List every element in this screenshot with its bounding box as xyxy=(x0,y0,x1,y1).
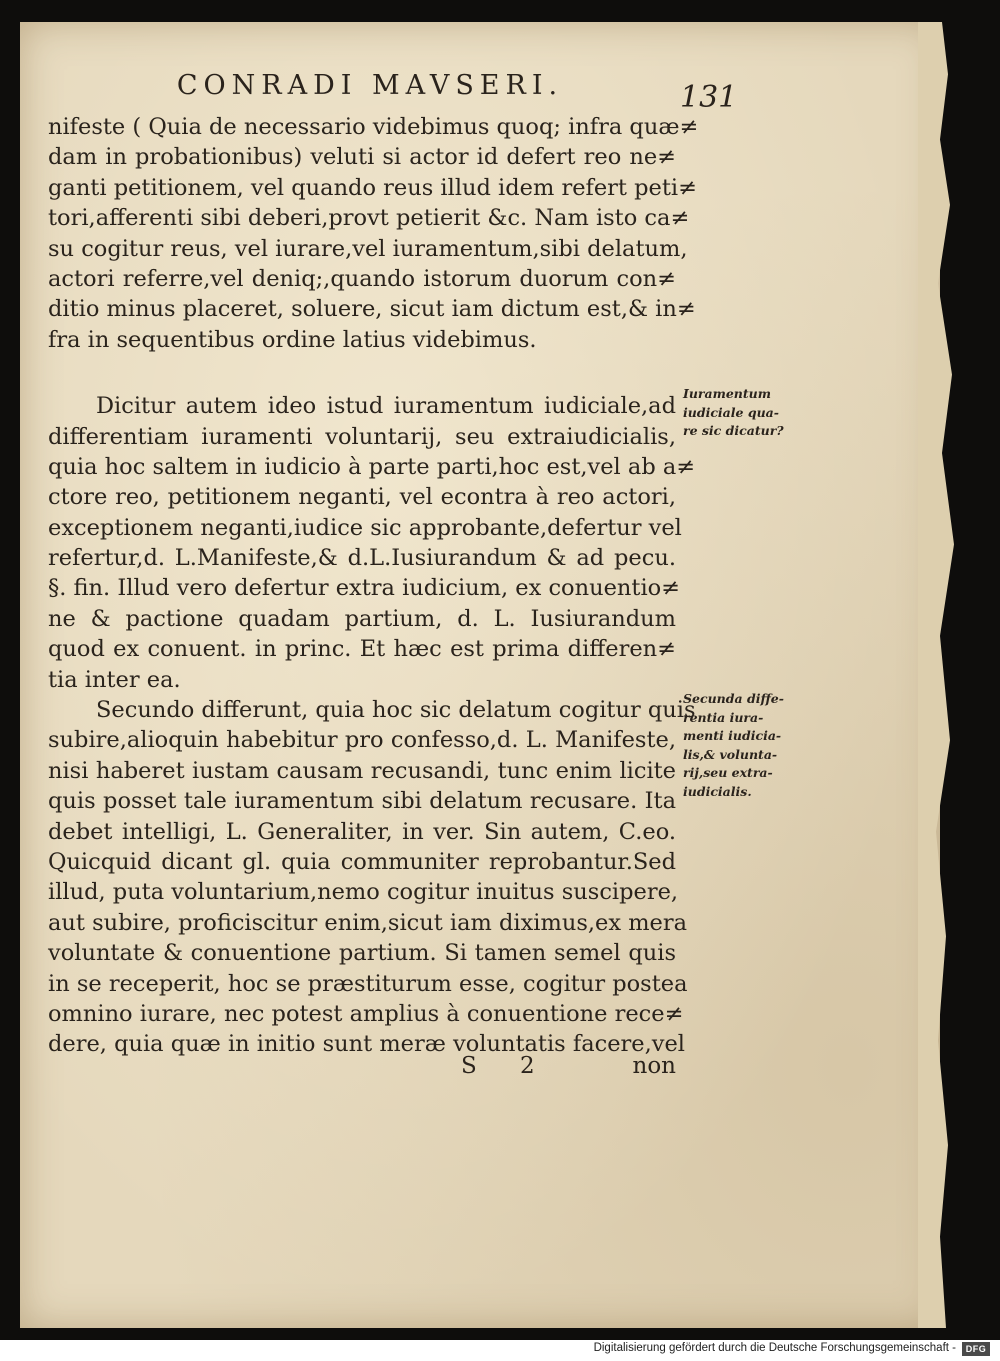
margin-note-1 xyxy=(683,385,823,441)
text-line: Quicquid dicant gl. quia communiter reprobantur.Sed xyxy=(48,848,676,875)
text-line: quod ex conuent. in princ. Et hæc est prima differen≠ xyxy=(48,636,676,663)
margin-note-line: iudicialis. xyxy=(683,783,752,799)
running-header-title: CONRADI MAVSERI. xyxy=(176,70,564,101)
text-line: quis posset tale iuramentum sibi delatum recusare. Ita xyxy=(48,788,676,815)
margin-note-line: menti iudicia- xyxy=(683,728,782,743)
text-line: Secundo differunt, quia hoc sic delatum cogitur quis xyxy=(96,697,696,724)
text-line: tia inter ea. xyxy=(48,666,181,693)
text-line: fra in sequentibus ordine latius videbimus. xyxy=(48,326,537,353)
page-footer xyxy=(48,1053,676,1083)
text-line: tori,afferenti sibi deberi,provt petierit &c. Nam isto ca≠ xyxy=(48,205,690,232)
margin-note-line: lis,& volunta- xyxy=(683,746,778,762)
signature-number: 2 xyxy=(520,1053,535,1079)
text-line: exceptionem neganti,iudice sic approbante,defertur vel xyxy=(48,514,682,541)
text-line: ctore reo, petitionem neganti, vel econtra à reo actori, xyxy=(48,484,676,511)
text-line: debet intelligi, L. Generaliter, in ver. Sin autem, C.eo. xyxy=(48,818,676,845)
text-line: dam in probationibus) veluti si actor id defert reo ne≠ xyxy=(48,144,676,171)
text-line: quia hoc saltem in iudicio à parte parti,hoc est,vel ab a≠ xyxy=(48,453,696,480)
text-line: refertur,d. L.Manifeste,& d.L.Iusiurandum & ad pecu. xyxy=(48,545,676,572)
text-line: ne & pactione quadam partium, d. L. Iusiurandum xyxy=(48,605,676,632)
digitization-credit: Digitalisierung gefördert durch die Deutsche Forschungsgemeinschaft - xyxy=(593,1342,956,1354)
catchword: non xyxy=(632,1053,676,1079)
text-line: su cogitur reus, vel iurare,vel iuramentum,sibi delatum, xyxy=(48,235,688,262)
margin-note-2 xyxy=(683,690,823,801)
margin-note-line: Iuramentum xyxy=(683,386,771,401)
text-line: voluntate & conuentione partium. Si tamen semel quis xyxy=(48,940,676,967)
text-line: nifeste ( Quia de necessario videbimus quoq; infra quæ≠ xyxy=(48,114,699,140)
text-line: differentiam iuramenti voluntarij, seu extraiudicialis, xyxy=(48,423,676,450)
text-line: subire,alioquin habebitur pro confesso,d. L. Manifeste, xyxy=(48,727,676,754)
text-line: omnino iurare, nec potest amplius à conuentione rece≠ xyxy=(48,1000,684,1027)
text-line: illud, puta voluntarium,nemo cogitur inuitus suscipere, xyxy=(48,879,679,906)
margin-note-line: rij,seu extra- xyxy=(683,765,773,780)
margin-note-line: iudiciale qua- xyxy=(683,404,779,420)
text-line: aut subire, proficiscitur enim,sicut iam diximus,ex mera xyxy=(48,909,688,936)
text-line: §. fin. Illud vero defertur extra iudicium, ex conuentio≠ xyxy=(48,575,681,602)
body-text xyxy=(48,112,699,1060)
dfg-logo-icon: DFG xyxy=(962,1342,990,1356)
page-number: 131 xyxy=(680,80,738,115)
text-line: nisi haberet iustam causam recusandi, tunc enim licite xyxy=(48,757,676,784)
paragraph-3 xyxy=(48,695,696,1060)
margin-note-line: re sic dicatur? xyxy=(683,423,784,438)
margin-note-line: Secunda diffe- xyxy=(683,691,784,706)
text-line: dere, quia quæ in initio sunt meræ voluntatis facere,vel xyxy=(48,1031,685,1058)
text-line: in se receperit, hoc se præstiturum esse, cogitur postea xyxy=(48,970,688,997)
text-line: actori referre,vel deniq;,quando istorum duorum con≠ xyxy=(48,265,676,292)
text-line: ganti petitionem, vel quando reus illud idem refert peti≠ xyxy=(48,174,697,201)
text-line: ditio minus placeret, soluere, sicut iam dictum est,& in≠ xyxy=(48,296,696,323)
signature-letter: S xyxy=(461,1053,477,1079)
paragraph-1 xyxy=(48,112,699,355)
paragraph-2 xyxy=(48,391,696,695)
paragraph-gap xyxy=(48,355,676,391)
text-line: Dicitur autem ideo istud iuramentum iudiciale,ad xyxy=(96,393,676,420)
margin-note-line: rentia iura- xyxy=(683,709,764,725)
